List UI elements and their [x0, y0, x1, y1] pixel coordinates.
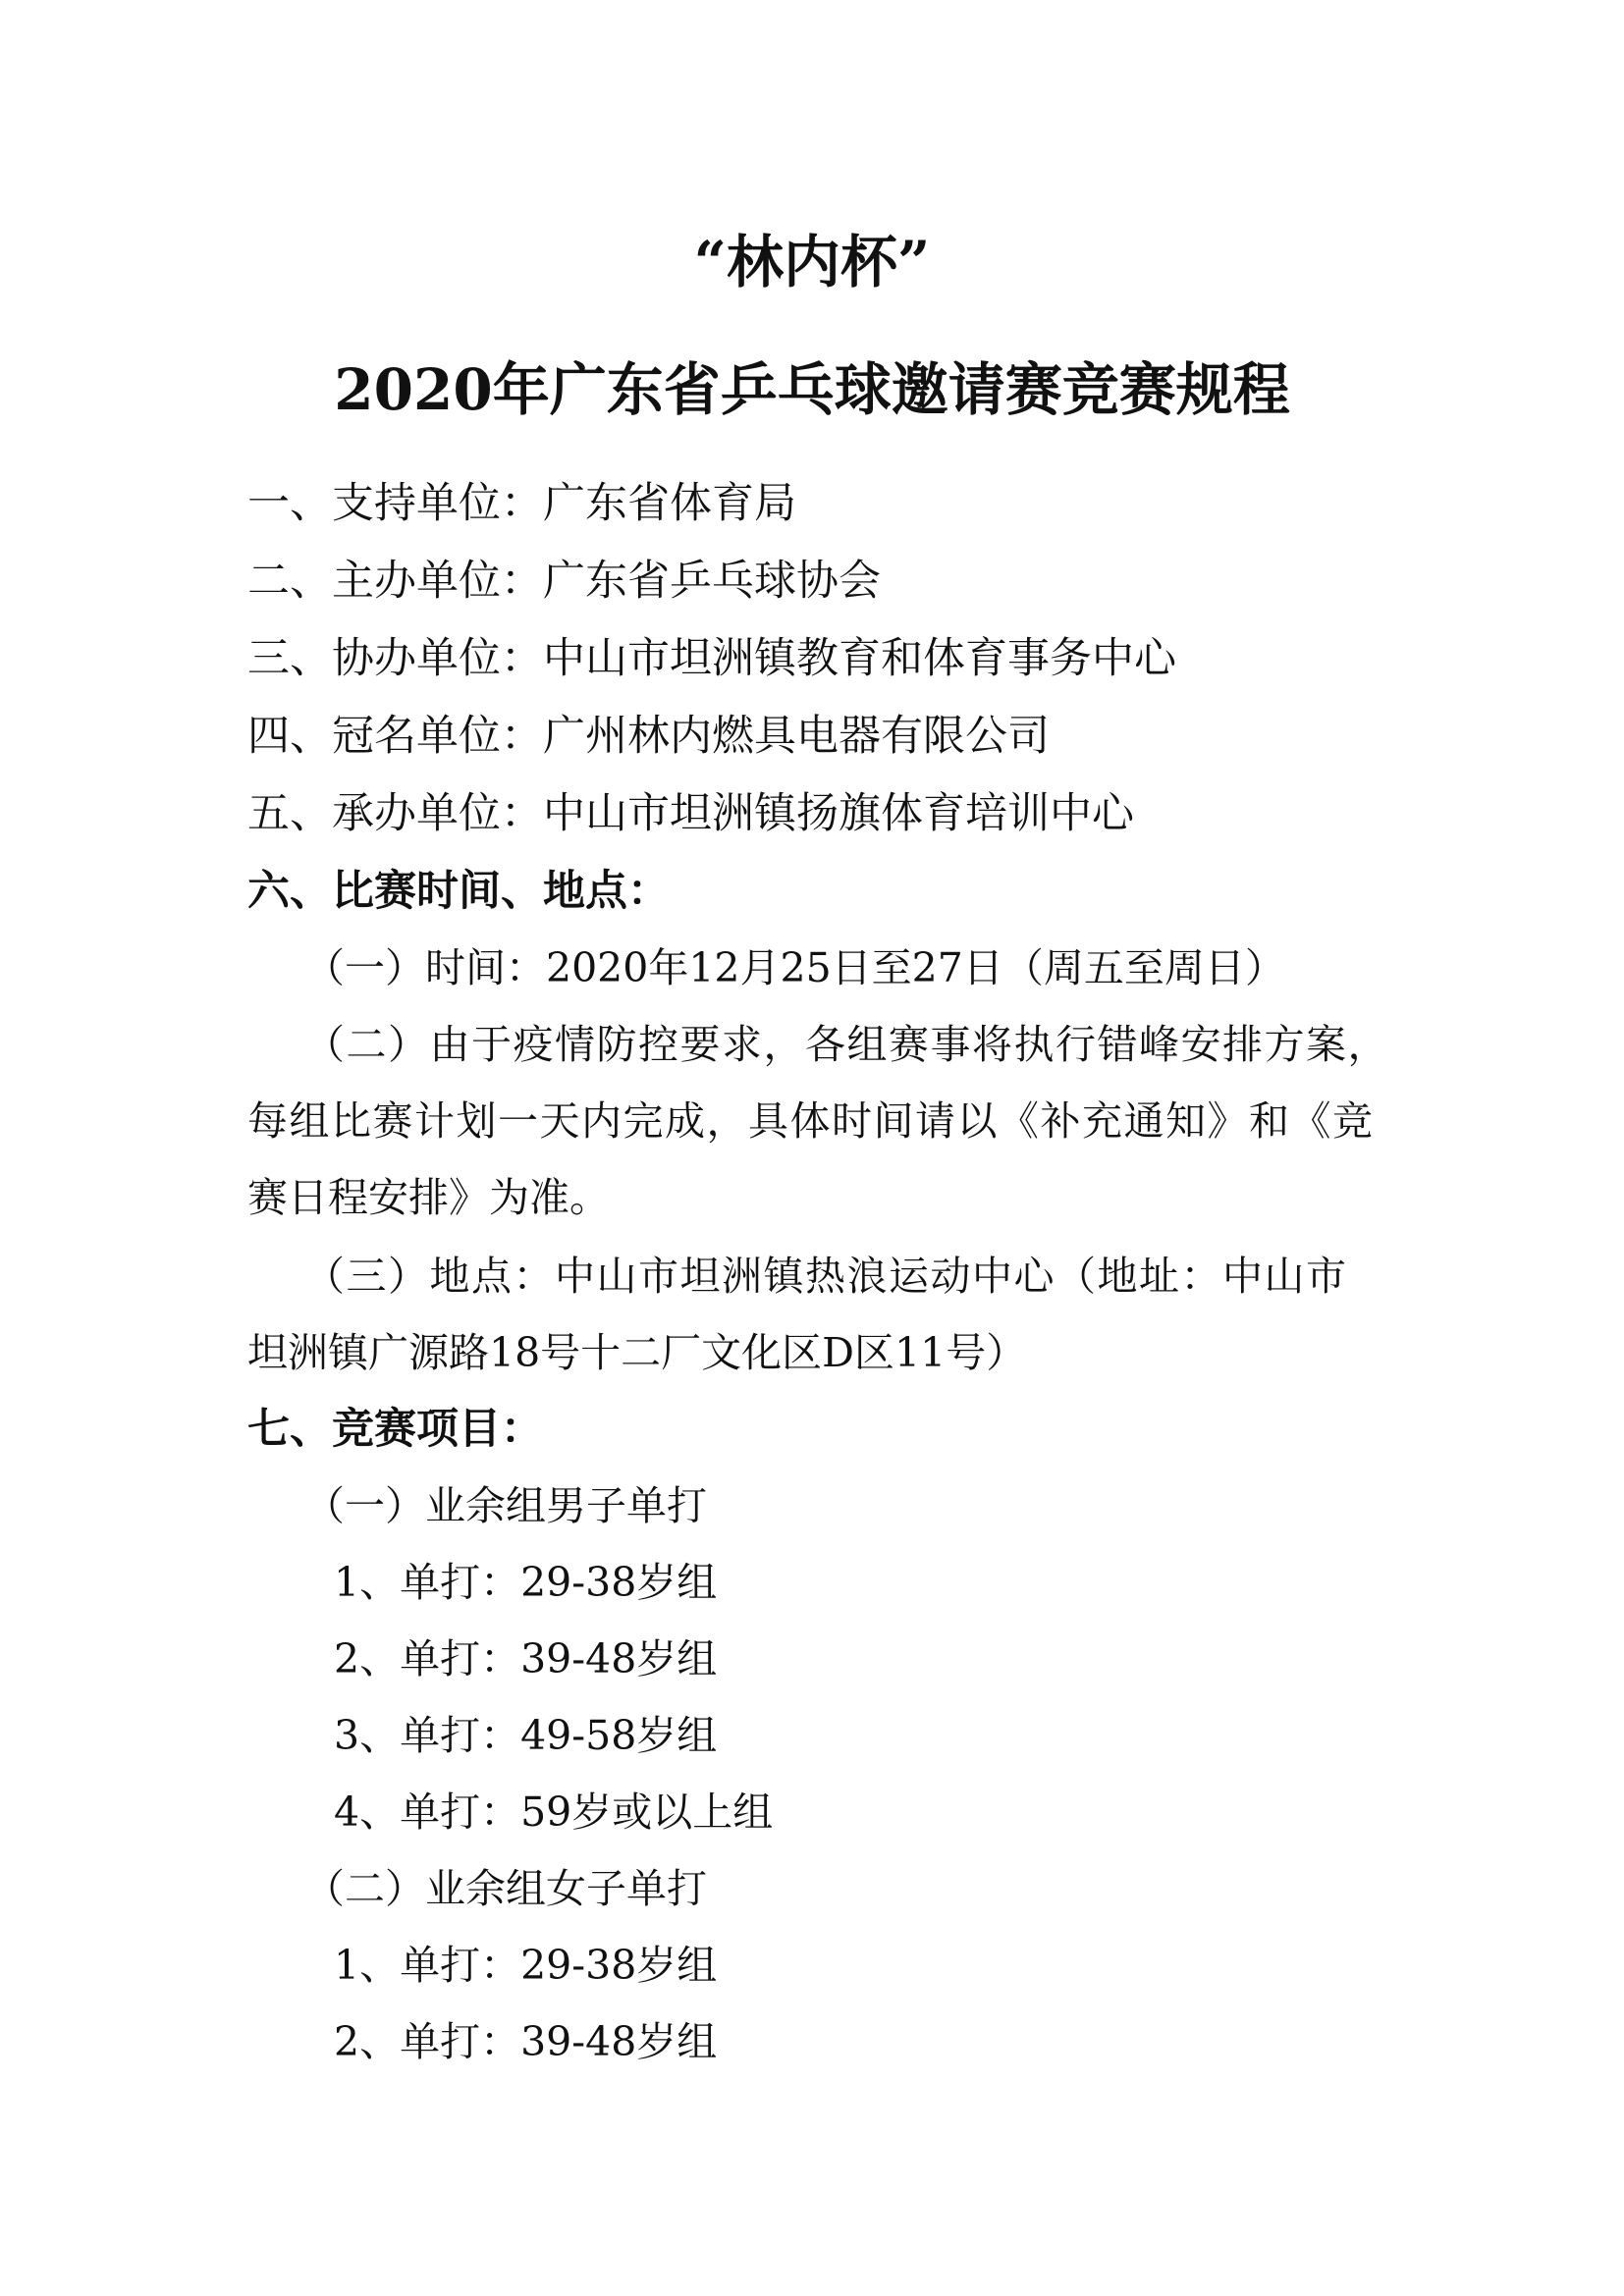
- section-host-unit: 二、主办单位：广东省乒乓球协会: [247, 557, 881, 606]
- section-events-heading: 七、竞赛项目：: [247, 1405, 543, 1454]
- list-item: 4、单打：59岁或以上组: [334, 1789, 774, 1836]
- time-paragraph: （一）时间：2020年12月25日至27日（周五至周日）: [304, 944, 1285, 991]
- section-co-organizer: 三、协办单位：中山市坦洲镇教育和体育事务中心: [247, 634, 1176, 683]
- men-singles-group-title: （一）业余组男子单打: [304, 1482, 707, 1529]
- section-organizer: 五、承办单位：中山市坦洲镇扬旗体育培训中心: [247, 789, 1134, 838]
- section-time-place-heading: 六、比赛时间、地点：: [247, 867, 670, 916]
- list-item: 1、单打：29-38岁组: [334, 1559, 718, 1606]
- venue-paragraph-line-1: （三）地点：中山市坦洲镇热浪运动中心（地址：中山市: [304, 1253, 1348, 1300]
- list-item: 3、单打：49-58岁组: [334, 1712, 718, 1759]
- list-item: 1、单打：29-38岁组: [334, 1942, 718, 1989]
- document-title-line-1: “林内杯”: [693, 229, 931, 295]
- arrangement-paragraph-line-1: （二）由于疫情防控要求，各组赛事将执行错峰安排方案，: [304, 1021, 1389, 1068]
- section-title-sponsor: 四、冠名单位：广州林内燃具电器有限公司: [247, 712, 1050, 761]
- section-supporting-unit: 一、支持单位：广东省体育局: [247, 479, 796, 528]
- list-item: 2、单打：39-48岁组: [334, 2018, 718, 2065]
- arrangement-paragraph-line-3: 赛日程安排》为准。: [247, 1174, 610, 1221]
- list-item: 2、单打：39-48岁组: [334, 1635, 718, 1682]
- document-title-line-2: 2020年广东省乒乓球邀请赛竞赛规程: [334, 356, 1290, 423]
- venue-paragraph-line-2: 坦洲镇广源路18号十二厂文化区D区11号）: [247, 1329, 1027, 1376]
- arrangement-paragraph-line-2: 每组比赛计划一天内完成，具体时间请以《补充通知》和《竞: [247, 1097, 1375, 1145]
- women-singles-group-title: （二）业余组女子单打: [304, 1865, 707, 1912]
